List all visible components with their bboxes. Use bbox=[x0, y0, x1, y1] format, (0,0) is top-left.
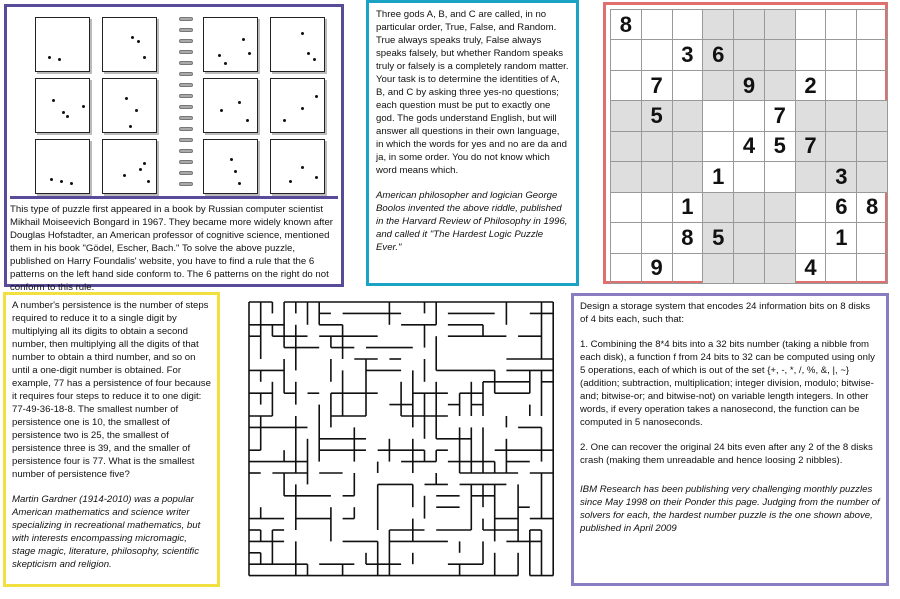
sudoku-cell bbox=[641, 9, 673, 40]
sudoku-cell bbox=[795, 192, 827, 223]
bongard-dot bbox=[66, 115, 69, 118]
bongard-dot bbox=[50, 178, 53, 181]
binder-ring bbox=[179, 50, 193, 54]
ibm-attribution: IBM Research has been publishing very challenging monthly puzzles since May 1998 on their Ponder this page. Judging from the number of solvers for each, the hardest number puzzle is the one shown above, published in April 2009 bbox=[580, 484, 880, 534]
ibm-point-1: 1. Combining the 8*4 bits into a 32 bits number (taking a nibble from each disk), a function f from 24 bits to 32 can be computed using only 5 operations, each of which is out of the set {+, -, *, /, %, &, |, ~} (addition; subtraction, multiplication; integer division, modulo; bitwise-and; bitwise-or; and bitwise-not) on variable length integers. In other words, if every operation takes a nanosecond, the function can be computed in 5 nanoseconds. bbox=[580, 339, 875, 428]
sudoku-cell bbox=[795, 9, 827, 40]
sudoku-cell bbox=[764, 39, 796, 70]
sudoku-cell bbox=[825, 9, 857, 40]
binder-ring bbox=[179, 105, 193, 109]
bongard-dot bbox=[315, 176, 318, 179]
sudoku-cell bbox=[733, 100, 765, 131]
gods-riddle-attribution: American philosopher and logician George Boolos invented the above riddle, published in the Harvard Review of Philosophy in 1996, and called it "The Hardest Logic Puzzle Ever." bbox=[376, 190, 568, 253]
bongard-dot bbox=[242, 38, 245, 41]
sudoku-cell bbox=[856, 100, 888, 131]
bongard-dot bbox=[62, 111, 65, 114]
maze-panel bbox=[241, 296, 559, 582]
sudoku-cell: 8 bbox=[610, 9, 642, 40]
sudoku-cell: 9 bbox=[733, 70, 765, 101]
sudoku-panel bbox=[603, 2, 888, 284]
sudoku-cell bbox=[764, 9, 796, 40]
sudoku-cell bbox=[702, 253, 734, 284]
sudoku-cell bbox=[733, 253, 765, 284]
bongard-dot bbox=[143, 162, 146, 165]
bongard-dot bbox=[123, 174, 126, 177]
sudoku-cell bbox=[856, 9, 888, 40]
bongard-box bbox=[270, 139, 325, 194]
sudoku-cell bbox=[825, 100, 857, 131]
sudoku-cell bbox=[825, 131, 857, 162]
bongard-dot bbox=[301, 107, 304, 110]
bongard-box bbox=[35, 139, 90, 194]
sudoku-cell: 6 bbox=[702, 39, 734, 70]
binder-ring bbox=[179, 94, 193, 98]
bongard-box bbox=[270, 17, 325, 72]
ibm-intro: Design a storage system that encodes 24 information bits on 8 disks of 4 bits each, such that: bbox=[580, 301, 871, 325]
sudoku-cell bbox=[856, 253, 888, 284]
binder-ring bbox=[179, 116, 193, 120]
ibm-point-2: 2. One can recover the original 24 bits even after any 2 of the 8 disks crash (making them unreadable and hence loosing 2 nibbles). bbox=[580, 442, 873, 466]
sudoku-cell bbox=[856, 70, 888, 101]
sudoku-cell bbox=[610, 100, 642, 131]
sudoku-cell: 1 bbox=[672, 192, 704, 223]
sudoku-cell bbox=[764, 161, 796, 192]
bongard-dot bbox=[234, 170, 237, 173]
sudoku-cell bbox=[610, 192, 642, 223]
sudoku-cell bbox=[825, 39, 857, 70]
sudoku-cell: 7 bbox=[641, 70, 673, 101]
bongard-box bbox=[35, 78, 90, 133]
sudoku-cell bbox=[764, 222, 796, 253]
bongard-dot bbox=[60, 180, 63, 183]
bongard-dot bbox=[307, 52, 310, 55]
sudoku-cell bbox=[733, 222, 765, 253]
bongard-dot bbox=[301, 32, 304, 35]
persistence-panel bbox=[3, 292, 220, 587]
sudoku-cell bbox=[672, 161, 704, 192]
sudoku-cell bbox=[795, 39, 827, 70]
sudoku-cell bbox=[702, 70, 734, 101]
bongard-box bbox=[203, 78, 258, 133]
sudoku-cell bbox=[856, 222, 888, 253]
bongard-dot bbox=[147, 180, 150, 183]
sudoku-cell bbox=[610, 70, 642, 101]
bongard-dot bbox=[139, 168, 142, 171]
sudoku-cell bbox=[733, 161, 765, 192]
sudoku-cell bbox=[856, 161, 888, 192]
binder-ring bbox=[179, 17, 193, 21]
bongard-dot bbox=[289, 180, 292, 183]
sudoku-cell bbox=[610, 253, 642, 284]
sudoku-cell bbox=[672, 100, 704, 131]
sudoku-grid bbox=[610, 9, 887, 283]
sudoku-cell: 9 bbox=[641, 253, 673, 284]
sudoku-cell bbox=[856, 131, 888, 162]
bongard-box bbox=[35, 17, 90, 72]
sudoku-cell bbox=[856, 39, 888, 70]
bongard-dot bbox=[248, 52, 251, 55]
binder-ring bbox=[179, 61, 193, 65]
maze-image bbox=[241, 296, 559, 582]
sudoku-cell: 5 bbox=[764, 131, 796, 162]
bongard-dot bbox=[238, 182, 241, 185]
sudoku-cell bbox=[702, 192, 734, 223]
sudoku-cell bbox=[733, 192, 765, 223]
sudoku-cell bbox=[702, 9, 734, 40]
binder-ring bbox=[179, 171, 193, 175]
sudoku-cell bbox=[825, 253, 857, 284]
bongard-box bbox=[203, 17, 258, 72]
persistence-attribution: Martin Gardner (1914-2010) was a popular American mathematics and science writer specializing in recreational mathematics, but with interests encompassing micromagic, stage magic, literature, philosophy, scientific skepticism and religion. bbox=[12, 494, 201, 570]
sudoku-cell bbox=[610, 161, 642, 192]
sudoku-cell: 6 bbox=[825, 192, 857, 223]
sudoku-cell bbox=[702, 131, 734, 162]
bongard-dot bbox=[143, 56, 146, 59]
sudoku-cell bbox=[795, 222, 827, 253]
sudoku-cell: 4 bbox=[795, 253, 827, 284]
sudoku-cell bbox=[641, 39, 673, 70]
bongard-dot bbox=[129, 125, 132, 128]
bongard-dot bbox=[125, 97, 128, 100]
sudoku-cell: 5 bbox=[702, 222, 734, 253]
sudoku-cell bbox=[641, 131, 673, 162]
binder-ring bbox=[179, 127, 193, 131]
sudoku-cell bbox=[825, 70, 857, 101]
bongard-box bbox=[102, 17, 157, 72]
sudoku-cell: 5 bbox=[641, 100, 673, 131]
sudoku-cell: 7 bbox=[795, 131, 827, 162]
bongard-box bbox=[270, 78, 325, 133]
bongard-dot bbox=[246, 119, 249, 122]
sudoku-cell bbox=[702, 100, 734, 131]
binder-ring bbox=[179, 72, 193, 76]
sudoku-cell: 7 bbox=[764, 100, 796, 131]
gods-riddle-text: Three gods A, B, and C are called, in no particular order, True, False, and Random. True always speaks truly, False always speaks falsely, but whether Random speaks truly or falsely is a completely random matter. Your task is to determine the identities of A, B, and C by asking three yes-no questions; each question must be put to exactly one god. The gods understand English, but will answer all questions in their own language, in which the words for yes and no are da and ja, in some order. You do not know which word means which. bbox=[376, 9, 569, 176]
sudoku-cell: 3 bbox=[672, 39, 704, 70]
bongard-dot bbox=[313, 58, 316, 61]
sudoku-cell bbox=[795, 100, 827, 131]
bongard-dot bbox=[238, 101, 241, 104]
sudoku-cell bbox=[733, 39, 765, 70]
sudoku-cell bbox=[764, 70, 796, 101]
bongard-dot bbox=[70, 182, 73, 185]
sudoku-cell bbox=[672, 9, 704, 40]
bongard-dot bbox=[131, 36, 134, 39]
bongard-dot bbox=[315, 95, 318, 98]
binder-ring bbox=[179, 149, 193, 153]
sudoku-cell: 4 bbox=[733, 131, 765, 162]
sudoku-cell: 8 bbox=[856, 192, 888, 223]
sudoku-cell bbox=[610, 131, 642, 162]
sudoku-cell bbox=[672, 253, 704, 284]
binder-ring bbox=[179, 83, 193, 87]
sudoku-cell bbox=[610, 39, 642, 70]
bongard-dot bbox=[137, 40, 140, 43]
bongard-puzzle bbox=[17, 13, 335, 195]
sudoku-cell: 2 bbox=[795, 70, 827, 101]
bongard-dot bbox=[82, 105, 85, 108]
sudoku-cell bbox=[795, 161, 827, 192]
bongard-dot bbox=[224, 62, 227, 65]
binder-ring bbox=[179, 160, 193, 164]
bongard-dot bbox=[58, 58, 61, 61]
binder-ring bbox=[179, 39, 193, 43]
sudoku-cell: 8 bbox=[672, 222, 704, 253]
bongard-dot bbox=[218, 54, 221, 57]
binder-spine bbox=[179, 13, 193, 195]
binder-ring bbox=[179, 28, 193, 32]
bongard-description: This type of puzzle first appeared in a book by Russian computer scientist Mikhail Moiseevich Bongard in 1967. They became more widely known after Douglas Hofstadter, an American professor of cognitive science, mentioned them in his book "Gödel, Escher, Bach." To solve the above puzzle, published on Harry Foundalis' website, you have to find a rule that the 6 patterns on the left hand side conform to. The 6 patterns on the right do not conform to this rule. bbox=[10, 196, 338, 284]
sudoku-cell bbox=[641, 161, 673, 192]
ibm-puzzle-panel bbox=[571, 293, 889, 586]
sudoku-cell bbox=[764, 192, 796, 223]
sudoku-cell bbox=[610, 222, 642, 253]
bongard-dot bbox=[230, 158, 233, 161]
binder-ring bbox=[179, 138, 193, 142]
binder-ring bbox=[179, 182, 193, 186]
bongard-dot bbox=[135, 109, 138, 112]
bongard-box bbox=[203, 139, 258, 194]
bongard-dot bbox=[52, 99, 55, 102]
sudoku-cell bbox=[672, 131, 704, 162]
bongard-panel bbox=[4, 4, 344, 293]
sudoku-cell bbox=[672, 70, 704, 101]
sudoku-cell bbox=[641, 192, 673, 223]
sudoku-cell: 3 bbox=[825, 161, 857, 192]
sudoku-cell bbox=[733, 9, 765, 40]
sudoku-cell: 1 bbox=[702, 161, 734, 192]
sudoku-cell bbox=[764, 253, 796, 284]
bongard-dot bbox=[48, 56, 51, 59]
bongard-box bbox=[102, 139, 157, 194]
bongard-dot bbox=[220, 109, 223, 112]
persistence-text: A number's persistence is the number of steps required to reduce it to a single digit by multiplying all its digits to obtain a second number, then multiplying all the digits of that number to obtain a third number, and so on until a one-digit number is obtained. For example, 77 has a persistence of four because it requires four steps to reduce it to one digit: 77-49-36-18-8. The smallest number of persistence one is 10, the smallest of persistence two is 25, the smallest of persistence three is 39, and the smaller of persistence four is 77. What is the smallest number of persistence five? bbox=[12, 300, 211, 480]
bongard-box bbox=[102, 78, 157, 133]
bongard-dot bbox=[283, 119, 286, 122]
gods-riddle-panel bbox=[366, 0, 579, 286]
sudoku-cell: 1 bbox=[825, 222, 857, 253]
sudoku-cell bbox=[641, 222, 673, 253]
bongard-dot bbox=[301, 166, 304, 169]
